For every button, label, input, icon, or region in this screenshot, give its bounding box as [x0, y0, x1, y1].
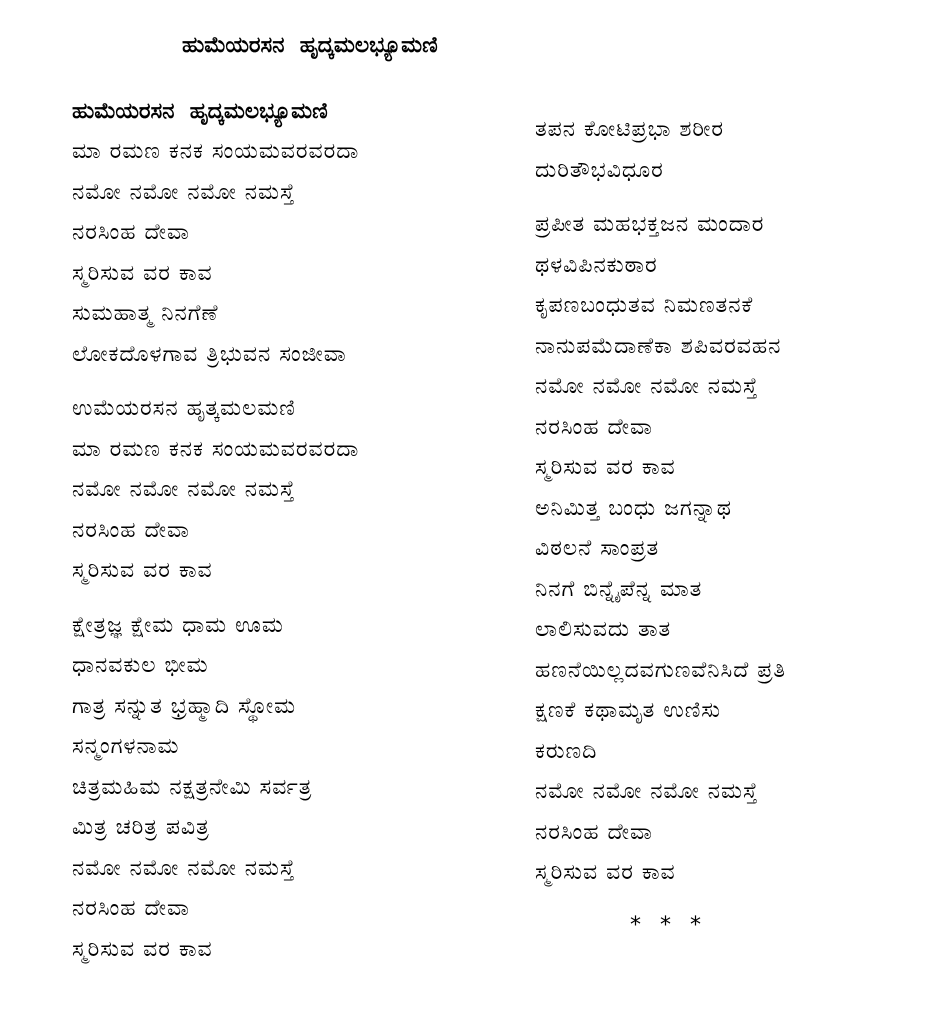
verse-line: ನರಸಿಂಹ ದೇವಾ [535, 414, 653, 440]
verse-line: ನಮೋ ನಮೋ ನಮೋ ನಮಸ್ತೆ [535, 779, 759, 804]
verse-line: ಹಣನೆಯಿಲ್ಲದವಗುಣವೆನಿಸಿದೆ ಪ್ರತಿ [535, 657, 787, 683]
verse-line: ದುರಿತೌಭವಿಧೂರ [535, 157, 664, 183]
verse-line: ನಿನಗೆ ಬಿನ್ನೈಪೆನ್ನ ಮಾತ [535, 576, 703, 602]
verse-line: ಸ್ಮರಿಸುವ ವರ ಕಾವ [535, 860, 676, 885]
end-mark: * * * [630, 912, 707, 938]
verse-line: ನರಸಿಂಹ ದೇವಾ [535, 819, 653, 845]
left-column [72, 92, 512, 984]
verse-line: ಪ್ರಪೀತ ಮಹಭಕ್ತಜನ ಮಂದಾರ [535, 212, 765, 237]
verse-line: ಸ್ಮರಿಸುವ ವರ ಕಾವ [72, 558, 213, 583]
verse-line: ಗಾತ್ರ ಸನ್ನುತ ಭ್ರಹ್ಮಾದಿ ಸ್ಥೋಮ [72, 693, 297, 719]
verse-line: ನಮೋ ನಮೋ ನಮೋ ನಮಸ್ತೆ [72, 855, 296, 881]
verse-line: ನರಸಿಂಹ ದೇವಾ [72, 896, 190, 921]
stanza [72, 132, 512, 375]
verse-line: ಸುಮಹಾತ್ಮ ನಿನಗೆಣೆ [72, 301, 219, 326]
verse-line: ಸನ್ಮಂಗಳನಾಮ [72, 734, 180, 759]
right-column [535, 110, 925, 944]
verse-line: ಅನಿಮಿತ್ತ ಬಂಧು ಜಗನ್ನಾಥ [535, 495, 732, 521]
verse-line: ನಮೋ ನಮೋ ನಮೋ ನಮಸ್ತೆ [535, 374, 759, 399]
verse-line: ನರಸಿಂಹ ದೇವಾ [72, 517, 190, 543]
verse-line: ಕರುಣದಿ [535, 738, 598, 764]
verse-line: ನರಸಿಂಹ ದೇವಾ [72, 220, 190, 245]
verse-line: ಮಾ ರಮಣ ಕನಕ ಸಂಯಮವರವರದಾ [72, 139, 360, 164]
stanza [72, 606, 512, 971]
verse-line: ನಮೋ ನಮೋ ನಮೋ ನಮಸ್ತೆ [72, 179, 296, 205]
verse-line: ಮಿತ್ರ ಚರಿತ್ರ ಪವಿತ್ರ [72, 815, 210, 840]
verse-line: ಧಾನವಕುಲ ಭೀಮ [72, 653, 209, 678]
verse-line: ಕ್ಷೇತ್ರಜ್ಞ ಕ್ಷೇಮ ಧಾಮ ಊಮ [72, 612, 284, 638]
verse-line: ಸ್ಮರಿಸುವ ವರ ಕಾವ [535, 455, 676, 480]
stanza-heading: ಹುಮೆಯರಸನ ಹೃದ್ಕಮಲಭ್ಯೂಮಣಿ [72, 99, 328, 124]
stanza [72, 389, 512, 592]
left-stanzas [72, 132, 512, 970]
verse-line: ನಮೋ ನಮೋ ನಮೋ ನಮಸ್ತೆ [72, 477, 296, 502]
verse-line: ಲೋಕದೊಳಗಾವ ತ್ರಿಭುವನ ಸಂಜೀವಾ [72, 341, 347, 367]
verse-line: ಥಳವಿಪಿನಕುಠಾರ [535, 252, 658, 278]
stanza [535, 205, 925, 894]
verse-line: ಕ್ಷಣಕೆ ಕಥಾಮೃತ ಉಣಿಸು [535, 698, 721, 723]
stanza [535, 110, 925, 191]
verse-line: ನಾನುಪಮೆದಾಣೆಕಾ ಶಪಿವರವಹನ [535, 333, 782, 359]
verse-line: ಮಾ ರಮಣ ಕನಕ ಸಂಯಮವರವರದಾ [72, 436, 360, 462]
right-stanzas [535, 110, 925, 894]
verse-line: ಕೃಪಣಬಂಧುತವ ನಿಮಣತನಕೆ [535, 293, 754, 318]
verse-line: ಸ್ಮರಿಸುವ ವರ ಕಾವ [72, 936, 213, 962]
verse-line: ಉಮೆಯರಸನ ಹೃತ್ಕಮಲಮಣಿ [72, 396, 296, 421]
verse-line: ಚಿತ್ರಮಹಿಮ ನಕ್ಷತ್ರನೇಮಿ ಸರ್ವತ್ರ [72, 774, 313, 800]
verse-line: ವಿಠಲನೆ ಸಾಂಪ್ರತ [535, 536, 660, 561]
verse-line: ಲಾಲಿಸುವದು ತಾತ [535, 617, 672, 642]
verse-line: ತಪನ ಕೋಟಿಪ್ರಭಾ ಶರೀರ [535, 117, 725, 142]
page-title: ಹುಮೆಯರಸನ ಹೃದ್ಕಮಲಭ್ಯೂಮಣಿ [182, 33, 438, 58]
verse-line: ಸ್ಮರಿಸುವ ವರ ಕಾವ [72, 260, 213, 286]
